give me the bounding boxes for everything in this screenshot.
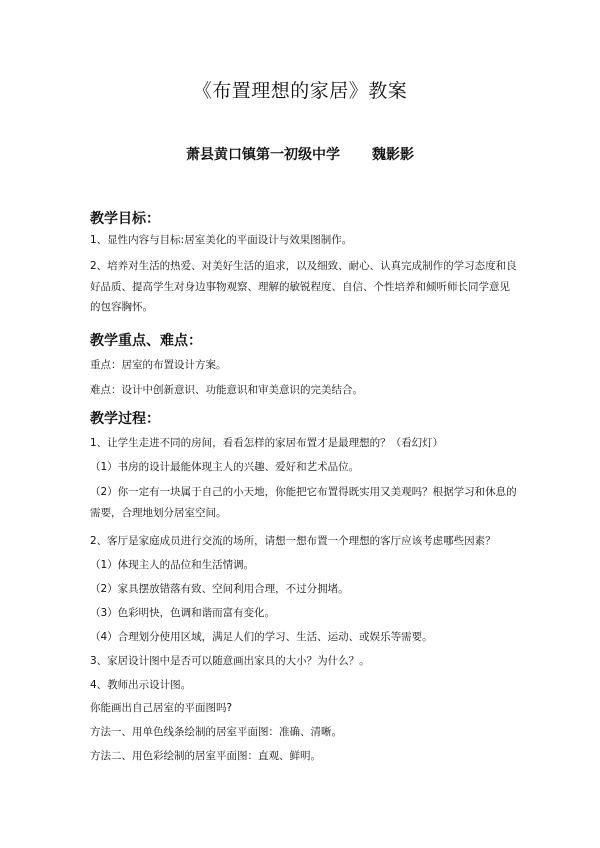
process-item-9: 3、家居设计图中是否可以随意画出家具的大小？为什么？。 <box>90 655 370 667</box>
school-name: 萧县黄口镇第一初级中学 <box>186 147 340 163</box>
process-item-8: （4）合理划分使用区域，满足人们的学习、生活、运动、或娱乐等需要。 <box>90 631 433 643</box>
process-item-7: （3）色彩明快，色调和谐而富有变化。 <box>90 607 276 619</box>
process-item-2: （1）书房的设计最能体现主人的兴趣、爱好和艺术品位。 <box>90 461 360 473</box>
key-point-2: 难点：设计中创新意识、功能意识和审美意识的完美结合。 <box>90 384 363 396</box>
process-item-6: （2）家具摆放错落有致、空间利用合理，不过分拥堵。 <box>90 583 349 595</box>
process-item-11: 你能画出自己居室的平面图吗? <box>90 702 233 714</box>
process-item-1: 1、让学生走进不同的房间，看看怎样的家居布置才是最理想的？（看幻灯） <box>90 437 444 449</box>
author-name: 魏影影 <box>372 147 414 163</box>
process-item-13: 方法二、用色彩绘制的居室平面图：直观、鲜明。 <box>90 750 321 762</box>
process-item-4: 2、客厅是家庭成员进行交流的场所，请想一想布置一个理想的客厅应该考虑哪些因素？ <box>90 535 496 547</box>
goals-item-1: 1、显性内容与目标:居室美化的平面设计与效果图制作。 <box>90 234 353 246</box>
process-item-3: （2）你一定有一块属于自己的小天地，你能把它布置得既实用又美观吗？根据学习和休息的需要，合理地划分居室空间。 <box>90 486 517 519</box>
process-item-10: 4、教师出示设计图。 <box>90 679 192 691</box>
goals-item-2: 2、培养对生活的热爱、对美好生活的追求，以及细致、耐心、认真完成制作的学习态度和良好品质、提高学生对身边事物观察、理解的敏锐程度、自信、个性培养和倾听师长同学意见的包容胸怀。 <box>90 260 517 313</box>
document-title: 《布置理想的家居》教案 <box>192 80 408 102</box>
process-heading: 教学过程： <box>90 411 160 427</box>
process-item-5: （1）体现主人的品位和生活情调。 <box>90 559 255 571</box>
byline <box>0 144 600 164</box>
goals-heading: 教学目标： <box>90 211 160 227</box>
key-points-heading: 教学重点、难点： <box>90 333 202 349</box>
process-item-12: 方法一、用单色线条绘制的居室平面图：准确、清晰。 <box>90 726 342 738</box>
key-point-1: 重点：居室的布置设计方案。 <box>90 359 227 371</box>
